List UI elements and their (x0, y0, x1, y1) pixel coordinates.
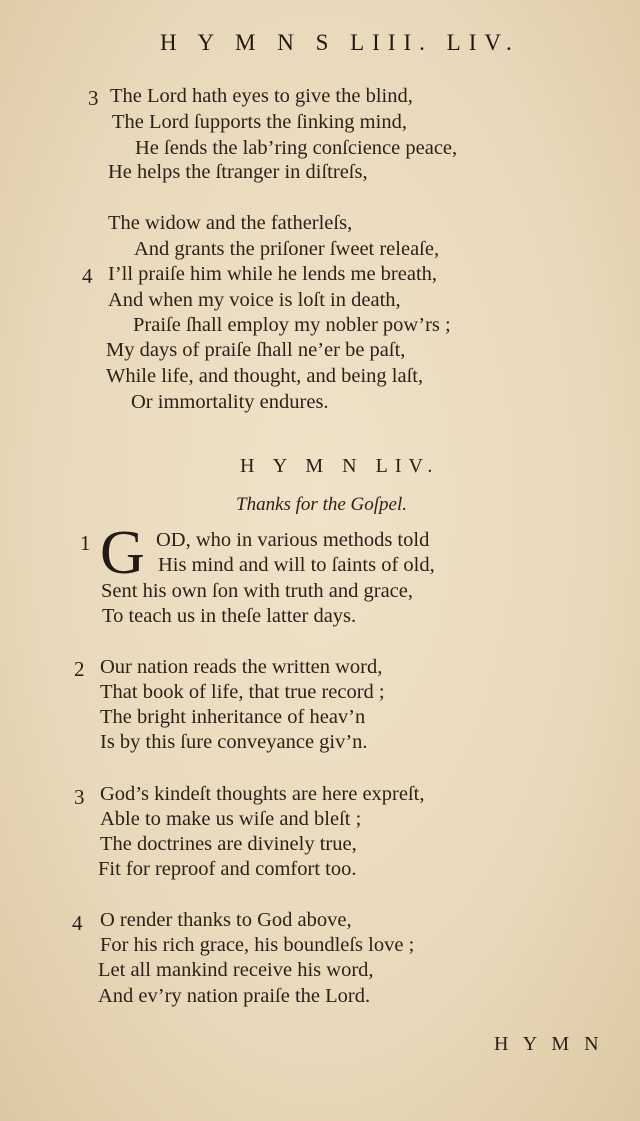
verse-line: Or immortality endures. (131, 391, 329, 413)
verse-line: And ev’ry nation praiſe the Lord. (98, 985, 371, 1007)
verse-line: The bright inheritance of heav’n (100, 706, 366, 728)
verse-line: Our nation reads the written word, (100, 656, 383, 678)
verse-line: That book of life, that true record ; (100, 681, 385, 703)
verse-line: Fit for reproof and comfort too. (98, 858, 357, 880)
hymn-subtitle: Thanks for the Goſpel. (236, 494, 407, 515)
stanza-number: 1 (80, 531, 91, 555)
verse-line: His mind and will to ſaints of old, (158, 554, 435, 576)
verse-line: Let all mankind receive his word, (98, 959, 374, 981)
verse-line: While life, and thought, and being laſt, (106, 365, 424, 387)
stanza-number: 4 (82, 264, 93, 288)
verse-line: The Lord ſupports the ſinking mind, (112, 111, 407, 133)
verse-line: Is by this ſure conveyance giv’n. (100, 731, 368, 753)
verse-line: He ſends the lab’ring conſcience peace, (135, 137, 458, 159)
stanza-number: 3 (74, 785, 85, 809)
hymn-title: H Y M N LIV. (240, 455, 440, 477)
verse-line: Sent his own ſon with truth and grace, (101, 580, 414, 602)
verse-line: For his rich grace, his boundleſs love ; (100, 934, 415, 956)
verse-line: My days of praiſe ſhall ne’er be paſt, (106, 339, 406, 361)
verse-line: Praiſe ſhall employ my nobler pow’rs ; (133, 314, 451, 336)
verse-line: He helps the ſtranger in diſtreſs, (108, 161, 368, 183)
verse-line: The doctrines are divinely true, (100, 833, 357, 855)
verse-line: The widow and the fatherleſs, (108, 212, 353, 234)
running-head: H Y M N S LIII. LIV. (160, 30, 520, 55)
verse-line: O render thanks to God above, (100, 909, 352, 931)
verse-line: And when my voice is loſt in death, (108, 289, 401, 311)
drop-cap: G (100, 519, 145, 587)
stanza-number: 3 (88, 86, 99, 110)
verse-line: OD, who in various methods told (156, 529, 430, 551)
stanza-number: 4 (72, 911, 83, 935)
verse-line: To teach us in theſe latter days. (102, 605, 357, 627)
verse-line: I’ll praiſe him while he lends me breath, (108, 263, 438, 285)
verse-line: And grants the priſoner ſweet releaſe, (134, 238, 440, 260)
catchword: H Y M N (494, 1033, 604, 1055)
verse-line: The Lord hath eyes to give the blind, (110, 85, 413, 107)
verse-line: Able to make us wiſe and bleſt ; (100, 808, 362, 830)
verse-line: God’s kindeſt thoughts are here expreſt, (100, 783, 425, 805)
stanza-number: 2 (74, 657, 85, 681)
